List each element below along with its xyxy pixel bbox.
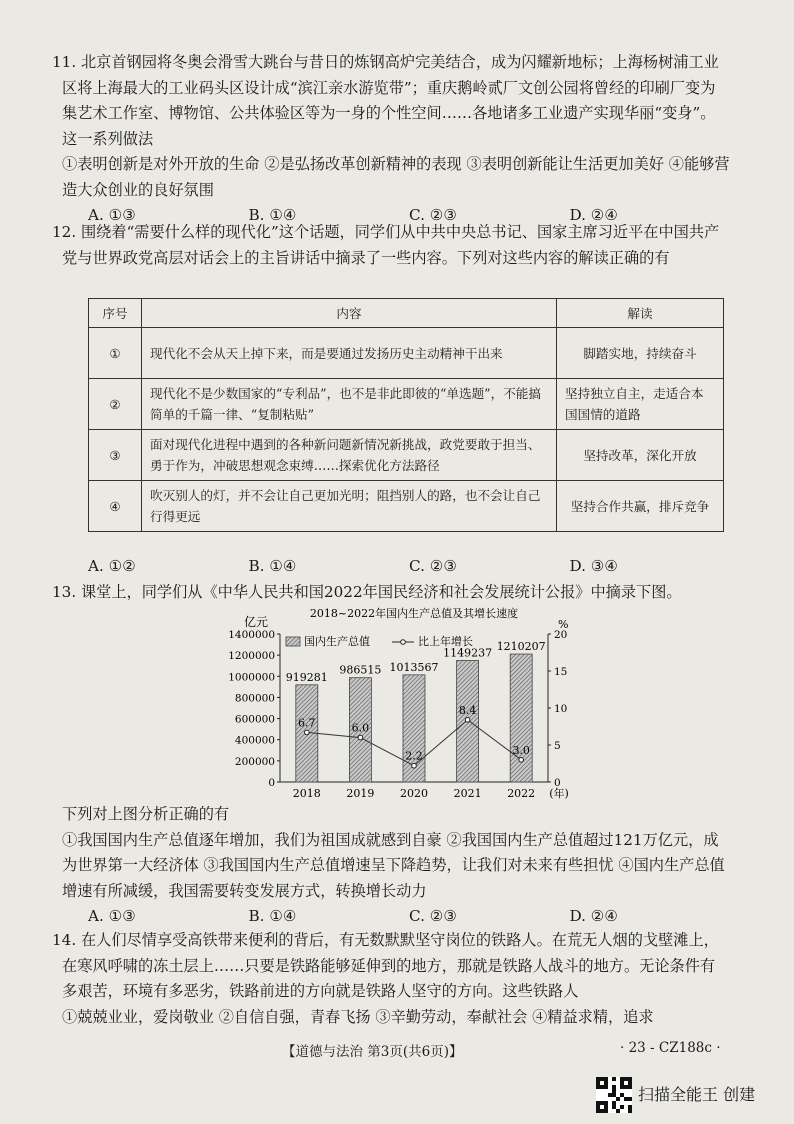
scanner-watermark: 扫描全能王 创建 [638, 1085, 756, 1104]
gdp-bar-label: 1149237 [443, 646, 493, 660]
q13-options [62, 904, 730, 930]
table-row [89, 328, 724, 379]
growth-point [465, 718, 470, 723]
y-left-tick-label: 400000 [234, 734, 275, 747]
y-right-tick-label: 5 [554, 740, 561, 752]
q12-option-d: D. ③④ [569, 557, 619, 575]
q11-option-c: C. ②③ [409, 206, 457, 224]
q14-stem: 14. 在人们尽情享受高铁带来便利的背后，有无数默默坚守岗位的铁路人。在荒无人烟的戈壁滩上，在寒风呼啸的冻土层上……只要是铁路能够延伸到的地方，那就是铁路人战斗的地方。无论条件有多艰苦，环境有多恶劣，铁路前进的方向就是铁路人坚守的方向。这些铁路人 [52, 931, 719, 1000]
table-row [89, 481, 724, 532]
gdp-bar-label: 986515 [339, 663, 382, 677]
legend-line-marker [401, 640, 406, 645]
row-no: ③ [89, 430, 142, 481]
y-right-tick-label: 10 [554, 703, 568, 715]
growth-point [412, 763, 417, 768]
growth-point [358, 735, 363, 740]
growth-point [519, 758, 524, 763]
q12-table [88, 298, 724, 532]
question-13 [52, 580, 730, 606]
row-interpretation: 脚踏实地，持续奋斗 [557, 328, 724, 379]
q11-option-a: A. ①③ [88, 206, 136, 224]
gdp-bar-label: 919281 [285, 670, 328, 684]
y-left-tick-label: 800000 [234, 692, 275, 705]
q13-stem: 13. 课堂上，同学们从《中华人民共和国2022年国民经济和社会发展统计公报》中摘录下图。 [52, 583, 682, 601]
q12-option-a: A. ①② [88, 557, 136, 575]
y-axis-left-label: 亿元 [244, 615, 269, 629]
row-interpretation: 坚持独立自主，走适合本国国情的道路 [557, 379, 724, 430]
q13-option-b: B. ①④ [248, 907, 297, 925]
y-left-tick-label: 0 [268, 777, 275, 789]
y-right-tick-label: 20 [554, 629, 568, 641]
gdp-bar [510, 654, 532, 782]
growth-point-label: 6.7 [298, 716, 316, 730]
y-right-tick-label: 0 [554, 777, 561, 789]
row-content: 吹灭别人的灯，并不会让自己更加光明；阻挡别人的路，也不会让自己行得更远 [142, 481, 557, 532]
legend-bar-label: 国内生产总值 [304, 635, 370, 648]
y-right-tick-label: 15 [554, 666, 568, 678]
legend-bar-swatch [286, 637, 300, 646]
gdp-bar-label: 1013567 [389, 660, 439, 674]
x-axis-unit-label: (年) [549, 787, 569, 800]
q11-option-b: B. ①④ [248, 206, 297, 224]
question-11 [52, 50, 730, 229]
growth-point-label: 8.4 [458, 703, 477, 717]
q13-option-d: D. ②④ [569, 907, 619, 925]
q13-option-c: C. ②③ [409, 907, 457, 925]
q11-option-d: D. ②④ [569, 206, 619, 224]
y-axis-right-label: % [558, 618, 569, 631]
table-header-interpretation: 解读 [557, 299, 724, 328]
table-row [89, 430, 724, 481]
y-left-tick-label: 1200000 [228, 650, 275, 663]
q12-options [62, 554, 730, 580]
q13-option-a: A. ①③ [88, 907, 136, 925]
legend-line-label: 比上年增长 [418, 635, 473, 648]
gdp-chart [222, 604, 602, 806]
q12-stem: 12. 围绕着“需要什么样的现代化”这个话题，同学们从中共中央总书记、国家主席习近平在中国共产党与世界政党高层对话会上的主旨讲话中摘录了一些内容。下列对这些内容的解读正确的有 [52, 223, 720, 267]
row-content: 现代化不会从天上掉下来，而是要通过发扬历史主动精神干出来 [142, 328, 557, 379]
row-interpretation: 坚持改革，深化开放 [557, 430, 724, 481]
table-header-content: 内容 [142, 299, 557, 328]
gdp-bar-label: 1210207 [496, 640, 546, 654]
table-header-no: 序号 [89, 299, 142, 328]
question-13-analysis [62, 802, 730, 930]
q13-analysis-prompt: 下列对上图分析正确的有 [62, 805, 230, 823]
row-no: ④ [89, 481, 142, 532]
row-interpretation: 坚持合作共赢，排斥竞争 [557, 481, 724, 532]
q14-statements: ①兢兢业业，爱岗敬业 ②自信自强，青春飞扬 ③辛勤劳动，奉献社会 ④精益求精，追求 [62, 1007, 654, 1026]
q12-option-c: C. ②③ [409, 557, 457, 575]
footer-code: · 23 - CZ188c · [620, 1040, 721, 1056]
growth-point-label: 2.2 [405, 749, 423, 763]
footer-page-info: 【道德与法治 第3页(共6页)】 [282, 1044, 463, 1060]
growth-point [305, 730, 310, 735]
x-tick-label: 2022 [507, 787, 536, 800]
row-no: ① [89, 328, 142, 379]
qr-code-icon [596, 1077, 632, 1113]
gdp-chart-svg [222, 604, 602, 806]
x-tick-label: 2019 [346, 787, 375, 800]
growth-point-label: 3.0 [512, 743, 530, 757]
q13-statements: ①我国国内生产总值逐年增加，我们为祖国成就感到自豪 ②我国国内生产总值超过121万亿元，成为世界第一大经济体 ③我国国内生产总值增速呈下降趋势，让我们对未来有些担忧 ④国内生产总值增速有所减缓，我国需要转变发展方式，转换增长动力 [62, 830, 725, 900]
q11-stem: 11. 北京首钢园将冬奥会滑雪大跳台与昔日的炼钢高炉完美结合，成为闪耀新地标；上海杨树浦工业区将上海最大的工业码头区设计成“滨江亲水游览带”；重庆鹅岭贰厂文创公园将曾经的印刷厂变为集艺术工作室、博物馆、公共体验区等为一身的个性空间……各地诸多工业遗产实现华丽“变身”。这一系列做法 [52, 53, 719, 148]
question-14 [52, 928, 730, 1030]
growth-point-label: 6.0 [351, 721, 370, 735]
question-12 [52, 220, 730, 271]
table-row [89, 379, 724, 430]
row-content: 现代化不是少数国家的“专利品”，也不是非此即彼的“单选题”，不能搞简单的千篇一律、“复制粘贴” [142, 379, 557, 430]
chart-title: 2018~2022年国内生产总值及其增长速度 [309, 607, 519, 620]
x-tick-label: 2018 [292, 787, 321, 800]
row-no: ② [89, 379, 142, 430]
y-left-tick-label: 200000 [234, 755, 275, 768]
row-content: 面对现代化进程中遇到的各种新问题新情况新挑战，政党要敢于担当、勇于作为，冲破思想观念束缚……探索优化方法路径 [142, 430, 557, 481]
y-left-tick-label: 1400000 [228, 629, 275, 641]
y-left-tick-label: 1000000 [228, 671, 275, 684]
x-tick-label: 2020 [400, 787, 428, 800]
q11-statements: ①表明创新是对外开放的生命 ②是弘扬改革创新精神的表现 ③表明创新能让生活更加美好 ④能够营造大众创业的良好氛围 [62, 155, 730, 199]
q12-option-b: B. ①④ [248, 557, 297, 575]
y-left-tick-label: 600000 [234, 713, 275, 726]
x-tick-label: 2021 [453, 787, 482, 800]
